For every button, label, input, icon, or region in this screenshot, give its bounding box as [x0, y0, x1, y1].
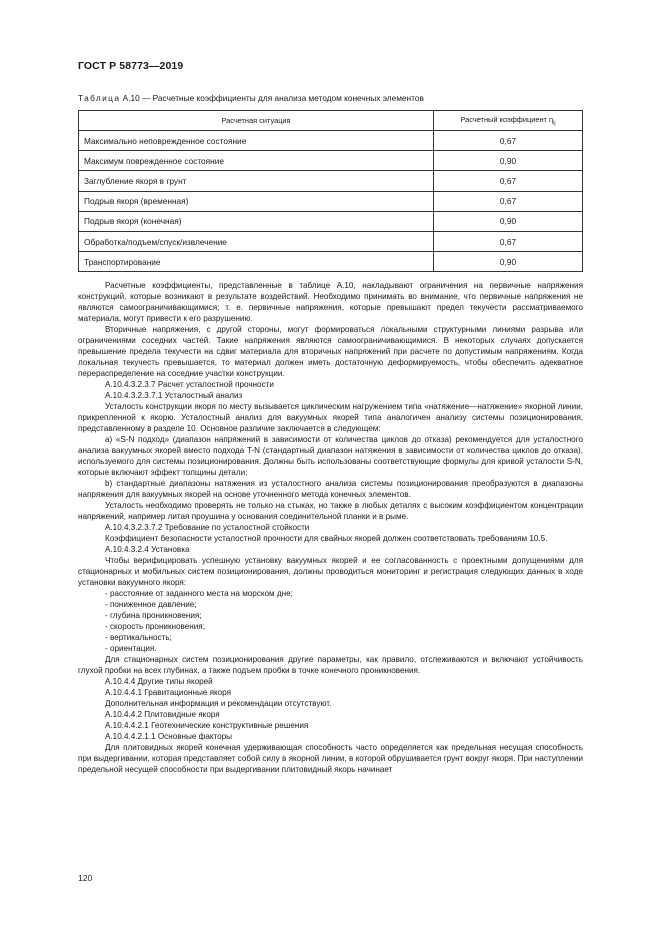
paragraph: Усталость конструкции якоря по месту вызывается циклическим нагружением типа «натяжение—натяжение» якорной линии, прикрепленной к якорю. Усталостный анализ для вакуумных якорей типа аналогичен анализу системы позиционирования, представленному в разделе 10. Основное различие заключается в следующем:	[78, 402, 583, 433]
cell-coefficient: 0,67	[434, 231, 583, 251]
col-header-coefficient	[434, 111, 583, 131]
cell-situation: Транспортирование	[79, 252, 434, 272]
document-header: ГОСТ Р 58773—2019	[78, 60, 184, 72]
col-header-coefficient-subscript: ij	[553, 120, 556, 127]
paragraph: Коэффициент безопасности усталостной прочности для свайных якорей должен соответствовать требованиям 10.5.	[105, 534, 548, 543]
paragraph: Для плитовидных якорей конечная удерживающая способность часто определяется как предельная несущая способность при выдергивании, которая представляет собой силу в якорной линии, в которой обрушивается грунт вокруг якоря. При наступлении предельной несущей способности при выдергивании плитовидный якорь начинает	[78, 743, 583, 774]
section-heading: А.10.4.4.2.1 Геотехнические конструктивные решения	[105, 721, 309, 730]
paragraph: Усталость необходимо проверять не только на стыках, но также в любых деталях с высоким коэффициентом концентрации напряжений, например литая проушина у основания соединительной планки и в рыме.	[78, 501, 583, 521]
page-number: 120	[78, 873, 93, 883]
paragraph: Вторичные напряжения, с другой стороны, могут формироваться локальными структурными линиями разрыва или ограничениями соседних частей. Такие напряжения являются самоограничивающимися. В некоторых случаях допускается превышение предела текучести на сдвиг материала для вторичных напряжений при расчете по допустимым напряжениям. Когда локальная текучесть превышается, то материал должен иметь достаточную деформируемость, чтобы обеспечить адекватное перераспределение на соседние участки конструкции.	[78, 325, 583, 378]
cell-situation: Максимум поврежденное состояние	[79, 151, 434, 171]
section-heading: А.10.4.3.2.4 Установка	[105, 545, 190, 554]
table-row	[79, 252, 583, 272]
cell-situation: Заглубление якоря в грунт	[79, 171, 434, 191]
section-heading: А.10.4.3.2.3.7.1 Усталостный анализ	[105, 391, 243, 400]
cell-coefficient: 0,67	[434, 131, 583, 151]
list-item: - ориентация.	[105, 644, 157, 653]
table-row	[79, 151, 583, 171]
paragraph: Для стационарных систем позиционирования другие параметры, как правило, отслеживаются и включают устойчивость глухой пробки на всех глубинах, а также подъем пробки в точке конечного проникновения.	[78, 655, 583, 675]
list-item: - скорость проникновения;	[105, 622, 205, 631]
list-item: - пониженное давление;	[105, 600, 197, 609]
section-heading: А.10.4.3.2.3.7.2 Требование по усталостной стойкости	[105, 523, 310, 532]
paragraph: Дополнительная информация и рекомендации отсутствуют.	[105, 699, 332, 708]
section-heading: А.10.4.4.1 Гравитационные якоря	[105, 688, 231, 697]
cell-coefficient: 0,90	[434, 252, 583, 272]
cell-coefficient: 0,67	[434, 171, 583, 191]
paragraph: b) стандартные диапазоны натяжения из усталостного анализа системы позиционирования преобразуются в диапазоны напряжения для вакуумных якорей на основе уточненного метода конечных элементов.	[78, 479, 583, 499]
table-caption	[78, 93, 424, 103]
paragraph: Чтобы верифицировать успешную установку вакуумных якорей и ее согласованность с проектными допущениями для стационарных и мобильных систем позиционирования, должны проводиться мониторинг и регистрация следующих данных в ходе установки вакуумного якоря:	[78, 556, 583, 587]
table-row	[79, 171, 583, 191]
list-item: - вертикальность;	[105, 633, 172, 642]
table-row	[79, 231, 583, 251]
col-header-situation: Расчетная ситуация	[79, 111, 434, 131]
paragraph: Расчетные коэффициенты, представленные в таблице А.10, накладывают ограничения на первичные напряжения конструкций, которые возникают в результате воздействий. Необходимо принимать во внимание, что первичные напряжения не являются самоограничивающимися; т. е. первичные напряжения, которые превышают предел текучести рассматриваемого материала, могут привести к его разрушению.	[78, 281, 583, 323]
cell-coefficient: 0,90	[434, 211, 583, 231]
section-heading: А.10.4.3.2.3.7 Расчет усталостной прочности	[105, 380, 274, 389]
cell-situation: Максимально неповрежденное состояние	[79, 131, 434, 151]
cell-coefficient: 0,67	[434, 191, 583, 211]
table-caption-prefix: Таблица	[78, 93, 121, 103]
table-caption-text: — Расчетные коэффициенты для анализа методом конечных элементов	[139, 93, 424, 103]
section-heading: А.10.4.4 Другие типы якорей	[105, 677, 213, 686]
list-item: - глубина проникновения;	[105, 611, 202, 620]
coefficients-table	[78, 110, 583, 272]
section-heading: А.10.4.4.2 Плитовидные якоря	[105, 710, 220, 719]
table-row	[79, 191, 583, 211]
list-item: - расстояние от заданного места на морском дне;	[105, 589, 293, 598]
col-header-coefficient-label: Расчетный коэффициент η	[460, 114, 554, 124]
table-header-row	[79, 111, 583, 131]
table-caption-number: А.10	[122, 93, 140, 103]
section-heading: А.10.4.4.2.1.1 Основные факторы	[105, 732, 233, 741]
cell-situation: Подрыв якоря (конечная)	[79, 211, 434, 231]
paragraph: а) «S-N подход» (диапазон напряжений в зависимости от количества циклов до отказа) рекомендуется для усталостного анализа вакуумных якорей вместо подхода T-N (стандартный диапазон натяжения в зависимости от количества циклов до отказа), используемого для системы позиционирования. Должны быть использованы соответствующие формулы для кривой усталости S-N, которые включают эффект толщины детали;	[78, 435, 583, 477]
cell-situation: Подрыв якоря (временная)	[79, 191, 434, 211]
table-row	[79, 131, 583, 151]
table-row	[79, 211, 583, 231]
cell-situation: Обработка/подъем/спуск/извлечение	[79, 231, 434, 251]
body-text	[78, 280, 583, 775]
cell-coefficient: 0,90	[434, 151, 583, 171]
